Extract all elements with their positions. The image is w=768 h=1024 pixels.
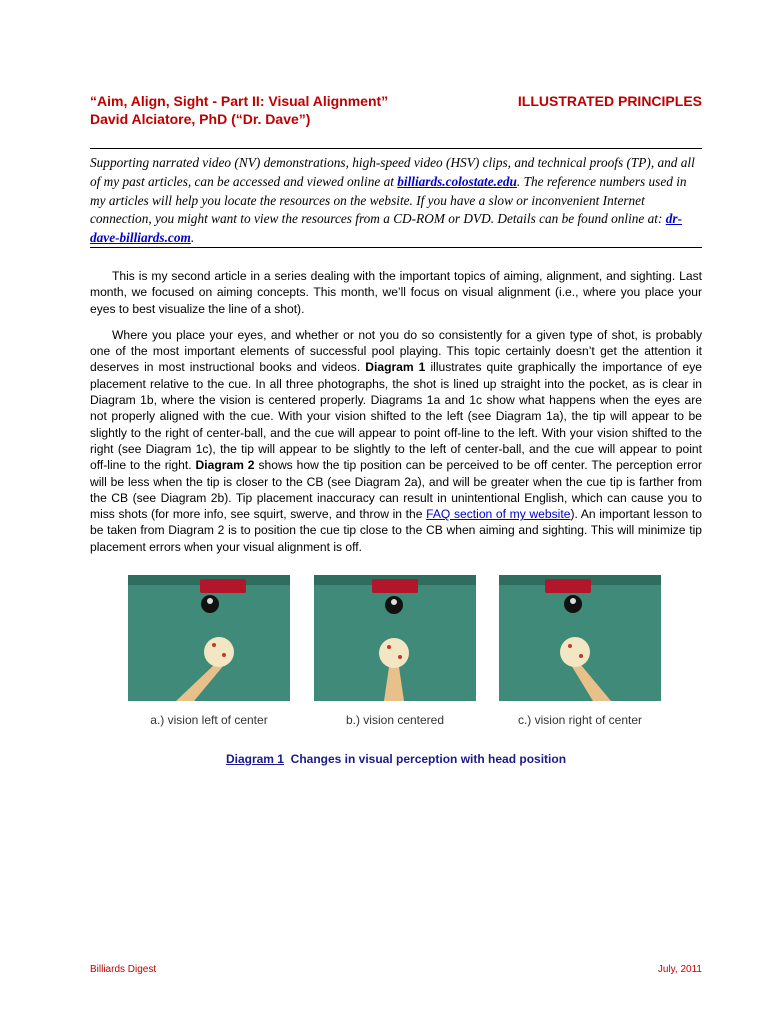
bottom-rule (90, 247, 702, 248)
article-title: “Aim, Align, Sight - Part II: Visual Alignment” (90, 93, 389, 109)
diagram-1-title: Changes in visual perception with head position (290, 752, 567, 766)
page-footer (90, 964, 702, 975)
photo-vision-right (499, 575, 661, 701)
intro-note (90, 154, 702, 248)
p2-text-b: illustrates quite graphically the importance of eye placement relative to the cue. In all three photographs, the shot is lined up straight into the pocket, as is clear in Diagram 1b, where the vision is centered properly. Diagrams 1a and 1c show what happens when the eyes are not properly aligned with the cue. With your vision shifted to the left (see Diagram 1a), the tip will appear to be slightly to the right of center-ball, and the cue will appear to point off-line to the left. With your vision shifted to the right (see Diagram 1c), the tip will appear to be slightly to the left of center-ball, and the cue will appear to point off-line to the right. (90, 360, 702, 473)
caption-c: c.) vision right of center (517, 713, 643, 727)
diagram-1-label[interactable]: Diagram 1 (225, 752, 284, 766)
diagram-1-ref: Diagram 1 (365, 360, 426, 375)
author-line: David Alciatore, PhD (“Dr. Dave”) (90, 111, 311, 127)
photo-vision-centered (314, 575, 476, 701)
intro-text-2: . The reference numbers used in my articles will help you locate the resources on the website. If you have a slow or inconvenient Internet connection, you might want to view the resources from a CD-ROM or DVD. Details can be found online at: (90, 173, 687, 227)
diagram-1-caption (90, 752, 702, 766)
footer-date: July, 2011 (657, 964, 702, 975)
faq-link[interactable]: FAQ section of my website (426, 507, 571, 522)
p2-text-c: shows how the tip position can be perceived to be off center. The perception error will be less when the tip is closer to the CB (see Diagram 2a), and will be greater when the cue tip is farther from the CB (see Diagram 2b). Tip placement inaccuracy can result in unintentional English, which can cause you to miss shots (for more info, see squirt, swerve, and throw in the (90, 458, 702, 522)
footer-publication: Billiards Digest (90, 964, 157, 975)
photo-vision-left (128, 575, 290, 701)
colostate-link[interactable]: billiards.colostate.edu (397, 173, 517, 189)
paragraph-2 (90, 327, 702, 555)
intro-text-3: . (190, 230, 195, 246)
diagram-1-photos (128, 575, 662, 725)
article-header (90, 92, 702, 128)
section-label: ILLUSTRATED PRINCIPLES (517, 93, 702, 109)
caption-b: b.) vision centered (345, 713, 445, 727)
caption-a: a.) vision left of center (150, 713, 268, 727)
intro-text-1: Supporting narrated video (NV) demonstrations, high-speed video (HSV) clips, and technical proofs (TP), and all of my past articles, can be accessed and viewed online at (90, 155, 695, 189)
article-body (90, 268, 702, 565)
dr-dave-link[interactable]: dr-dave-billiards.com (90, 211, 683, 246)
p2-text-a: Where you place your eyes, and whether or not you do so consistently for a given type of shot, is probably one of the most important elements of successful pool playing. This topic certainly doesn’t get the attention it deserves in most instructional books and videos. (90, 327, 702, 375)
top-rule (90, 148, 702, 149)
p2-text-d: ). An important lesson to be taken from Diagram 2 is to position the cue tip close to the CB when aiming and sighting. This will minimize tip placement errors when your visual alignment is off. (90, 507, 702, 554)
paragraph-1: This is my second article in a series dealing with the important topics of aiming, alignment, and sighting. Last month, we focused on aiming concepts. This month, we’ll focus on visual alignment (i.e., where you place your eyes to best visualize the line of a shot). (90, 269, 702, 316)
diagram-2-ref: Diagram 2 (195, 458, 255, 473)
